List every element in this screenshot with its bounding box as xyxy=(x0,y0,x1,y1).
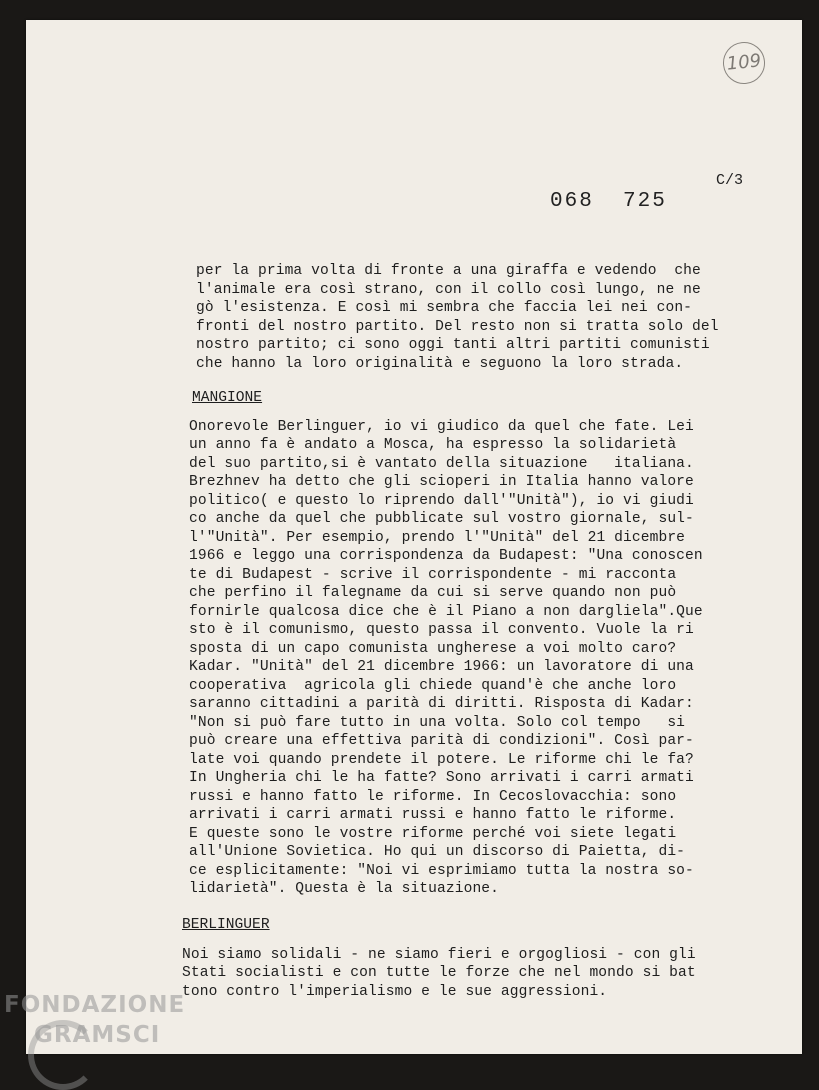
text-line: Noi siamo solidali - ne siamo fieri e orgogliosi - con gli xyxy=(182,947,696,963)
page-reference: C/3 xyxy=(716,172,744,189)
text-line: Brezhnev ha detto che gli scioperi in Italia hanno valore xyxy=(189,474,694,490)
text-line: Kadar. "Unità" del 21 dicembre 1966: un lavoratore di una xyxy=(189,659,694,675)
text-line: può creare una effettiva parità di condizioni". Così par- xyxy=(189,733,694,749)
text-line: 1966 e leggo una corrispondenza da Budapest: "Una conoscen xyxy=(189,548,703,564)
text-line: all'Unione Sovietica. Ho qui un discorso di Paietta, di- xyxy=(189,844,686,860)
text-line: lidarietà". Questa è la situazione. xyxy=(189,881,500,897)
text-line: E queste sono le vostre riforme perché voi siete legati xyxy=(189,826,677,842)
text-line: un anno fa è andato a Mosca, ha espresso la solidarietà xyxy=(189,437,677,453)
text-line: te di Budapest - scrive il corrispondente - mi racconta xyxy=(189,567,677,583)
watermark-line-2: GRAMSCI xyxy=(34,1022,161,1048)
watermark-line-1: FONDAZIONE xyxy=(4,992,186,1018)
text-line: politico( e questo lo riprendo dall'"Unità"), io vi giudi xyxy=(189,493,694,509)
text-line: tono contro l'imperialismo e le sue aggressioni. xyxy=(182,984,608,1000)
text-line: In Ungheria chi le ha fatte? Sono arrivati i carri armati xyxy=(189,770,694,786)
text-line: sposta di un capo comunista ungherese a voi molto caro? xyxy=(189,641,677,657)
text-line: che hanno la loro originalità e seguono la loro strada. xyxy=(196,356,684,372)
text-line: che perfino il falegname da cui si serve quando non può xyxy=(189,585,677,601)
text-line: Onorevole Berlinguer, io vi giudico da quel che fate. Lei xyxy=(189,419,694,435)
text-line: Stati socialisti e con tutte le forze che nel mondo si bat xyxy=(182,965,696,981)
text-line: fronti del nostro partito. Del resto non si tratta solo del xyxy=(196,319,719,335)
text-line: arrivati i carri armati russi e hanno fatto le riforme. xyxy=(189,807,677,823)
document-number: 068 725 xyxy=(550,190,667,213)
watermark xyxy=(4,990,185,1050)
text-line: "Non si può fare tutto in una volta. Solo col tempo si xyxy=(189,715,686,731)
text-line: l'"Unità". Per esempio, prendo l'"Unità" del 21 dicembre xyxy=(189,530,686,546)
text-line: per la prima volta di fronte a una giraffa e vedendo che xyxy=(196,263,701,279)
speaker-heading-berlinguer: BERLINGUER xyxy=(182,917,270,933)
text-line: gò l'esistenza. E così mi sembra che faccia lei nei con- xyxy=(196,300,693,316)
text-line: co anche da quel che pubblicate sul vostro giornale, sul- xyxy=(189,511,694,527)
text-line: ce esplicitamente: "Noi vi esprimiamo tutta la nostra so- xyxy=(189,863,694,879)
text-line: l'animale era così strano, con il collo così lungo, ne ne xyxy=(196,282,701,298)
speaker-heading-mangione: MANGIONE xyxy=(192,390,263,406)
text-line: saranno cittadini a parità di diritti. Risposta di Kadar: xyxy=(189,696,694,712)
text-line: late voi quando prendete il potere. Le riforme chi le fa? xyxy=(189,752,694,768)
handwritten-page-number: 109 xyxy=(721,40,767,86)
text-line: sto è il comunismo, questo passa il convento. Vuole la ri xyxy=(189,622,694,638)
text-line: russi e hanno fatto le riforme. In Cecoslovacchia: sono xyxy=(189,789,677,805)
text-line: nostro partito; ci sono oggi tanti altri partiti comunisti xyxy=(196,337,710,353)
text-line: fornirle qualcosa dice che è il Piano a non dargliela".Que xyxy=(189,604,703,620)
text-line: del suo partito,si è vantato della situazione italiana. xyxy=(189,456,694,472)
text-line: cooperativa agricola gli chiede quand'è che anche loro xyxy=(189,678,677,694)
